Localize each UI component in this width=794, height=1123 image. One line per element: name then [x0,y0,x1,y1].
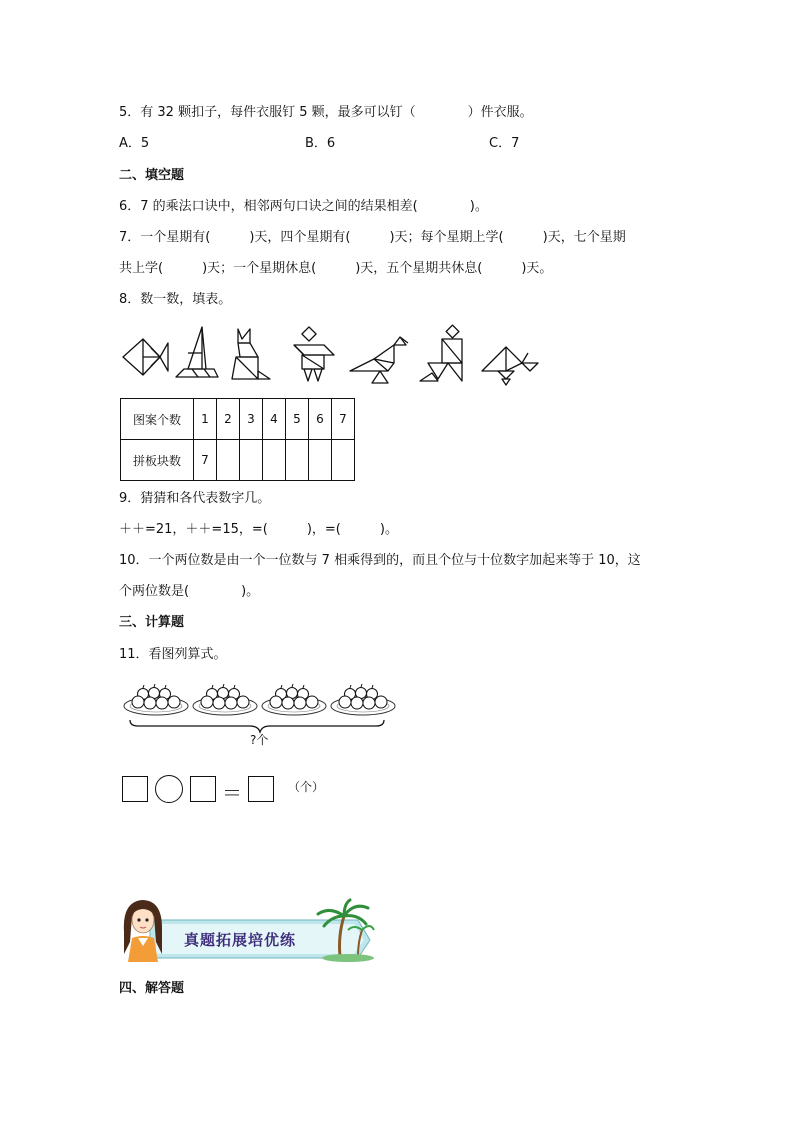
tangram-bird-figure [350,337,408,383]
equals-sign: ＝ [222,781,242,805]
question-6: 6．7 的乘法口诀中，相邻两句口诀之间的结果相差( )。 [119,199,488,214]
section-title-3: 三、计算题 [119,615,185,630]
table-cell: 7 [332,399,355,440]
question-10-line-2: 个两位数是( )。 [119,584,260,599]
table-row [121,440,355,481]
question-9: 9．猜猜和各代表数字几。 [119,491,271,506]
girl-character-icon [124,900,162,962]
answer-box-2[interactable] [190,776,216,802]
table-cell: 7 [194,440,217,481]
tangram-sailboat-figure [176,327,218,377]
section-title-4: 四、解答题 [119,981,185,996]
answer-box-result[interactable] [248,776,274,802]
question-7-line-1: 7．一个星期有( )天，四个星期有( )天；每个星期上学( )天，七个星期 [119,230,626,245]
q5-option-a: A．5 [119,136,150,151]
table-input-cell[interactable] [286,440,309,481]
question-11: 11．看图列算式。 [119,647,227,662]
banner-illustration [118,892,376,962]
table-cell: 3 [240,399,263,440]
banner-title: 真题拓展培优练 [184,931,297,949]
tangram-count-table [120,398,355,481]
table-input-cell[interactable] [217,440,240,481]
tangram-cat-figure [232,329,270,379]
table-cell: 4 [263,399,286,440]
answer-box-1[interactable] [122,776,148,802]
q5-option-b: B．6 [305,136,336,151]
question-5: 5．有 32 颗扣子，每件衣服钉 5 颗，最多可以钉（ ）件衣服。 [119,105,533,120]
tangram-swan-figure [482,347,538,385]
tangram-person-figure [294,327,334,381]
table-input-cell[interactable] [240,440,263,481]
table-input-cell[interactable] [309,440,332,481]
table-row [121,399,355,440]
table-cell: 2 [217,399,240,440]
tangram-figures [118,323,548,387]
table-header-pattern-count: 图案个数 [121,399,194,440]
q5-option-c: C．7 [489,136,520,151]
unit-label: （个） [288,780,325,794]
table-input-cell[interactable] [263,440,286,481]
tangram-runner-figure [420,325,462,381]
question-7-line-2: 共上学( )天；一个星期休息( )天，五个星期共休息( )天。 [119,261,553,276]
table-input-cell[interactable] [332,440,355,481]
table-cell: 5 [286,399,309,440]
section-title-2: 二、填空题 [119,168,185,183]
banner [118,892,376,962]
question-8: 8．数一数，填表。 [119,292,232,307]
table-cell: 1 [194,399,217,440]
apple-plate [124,684,188,715]
brace-label: ?个 [250,733,269,747]
question-10-line-1: 10．一个两位数是由一个一位数与 7 相乘得到的，而且个位与十位数字加起来等于 10，这 [119,553,641,568]
tangram-fish-figure [123,339,168,375]
question-9-equations: ＋＋=21，＋＋=15，=( )，=( )。 [119,522,398,537]
table-cell: 6 [309,399,332,440]
table-header-piece-count: 拼板块数 [121,440,194,481]
operator-circle[interactable] [155,775,183,803]
